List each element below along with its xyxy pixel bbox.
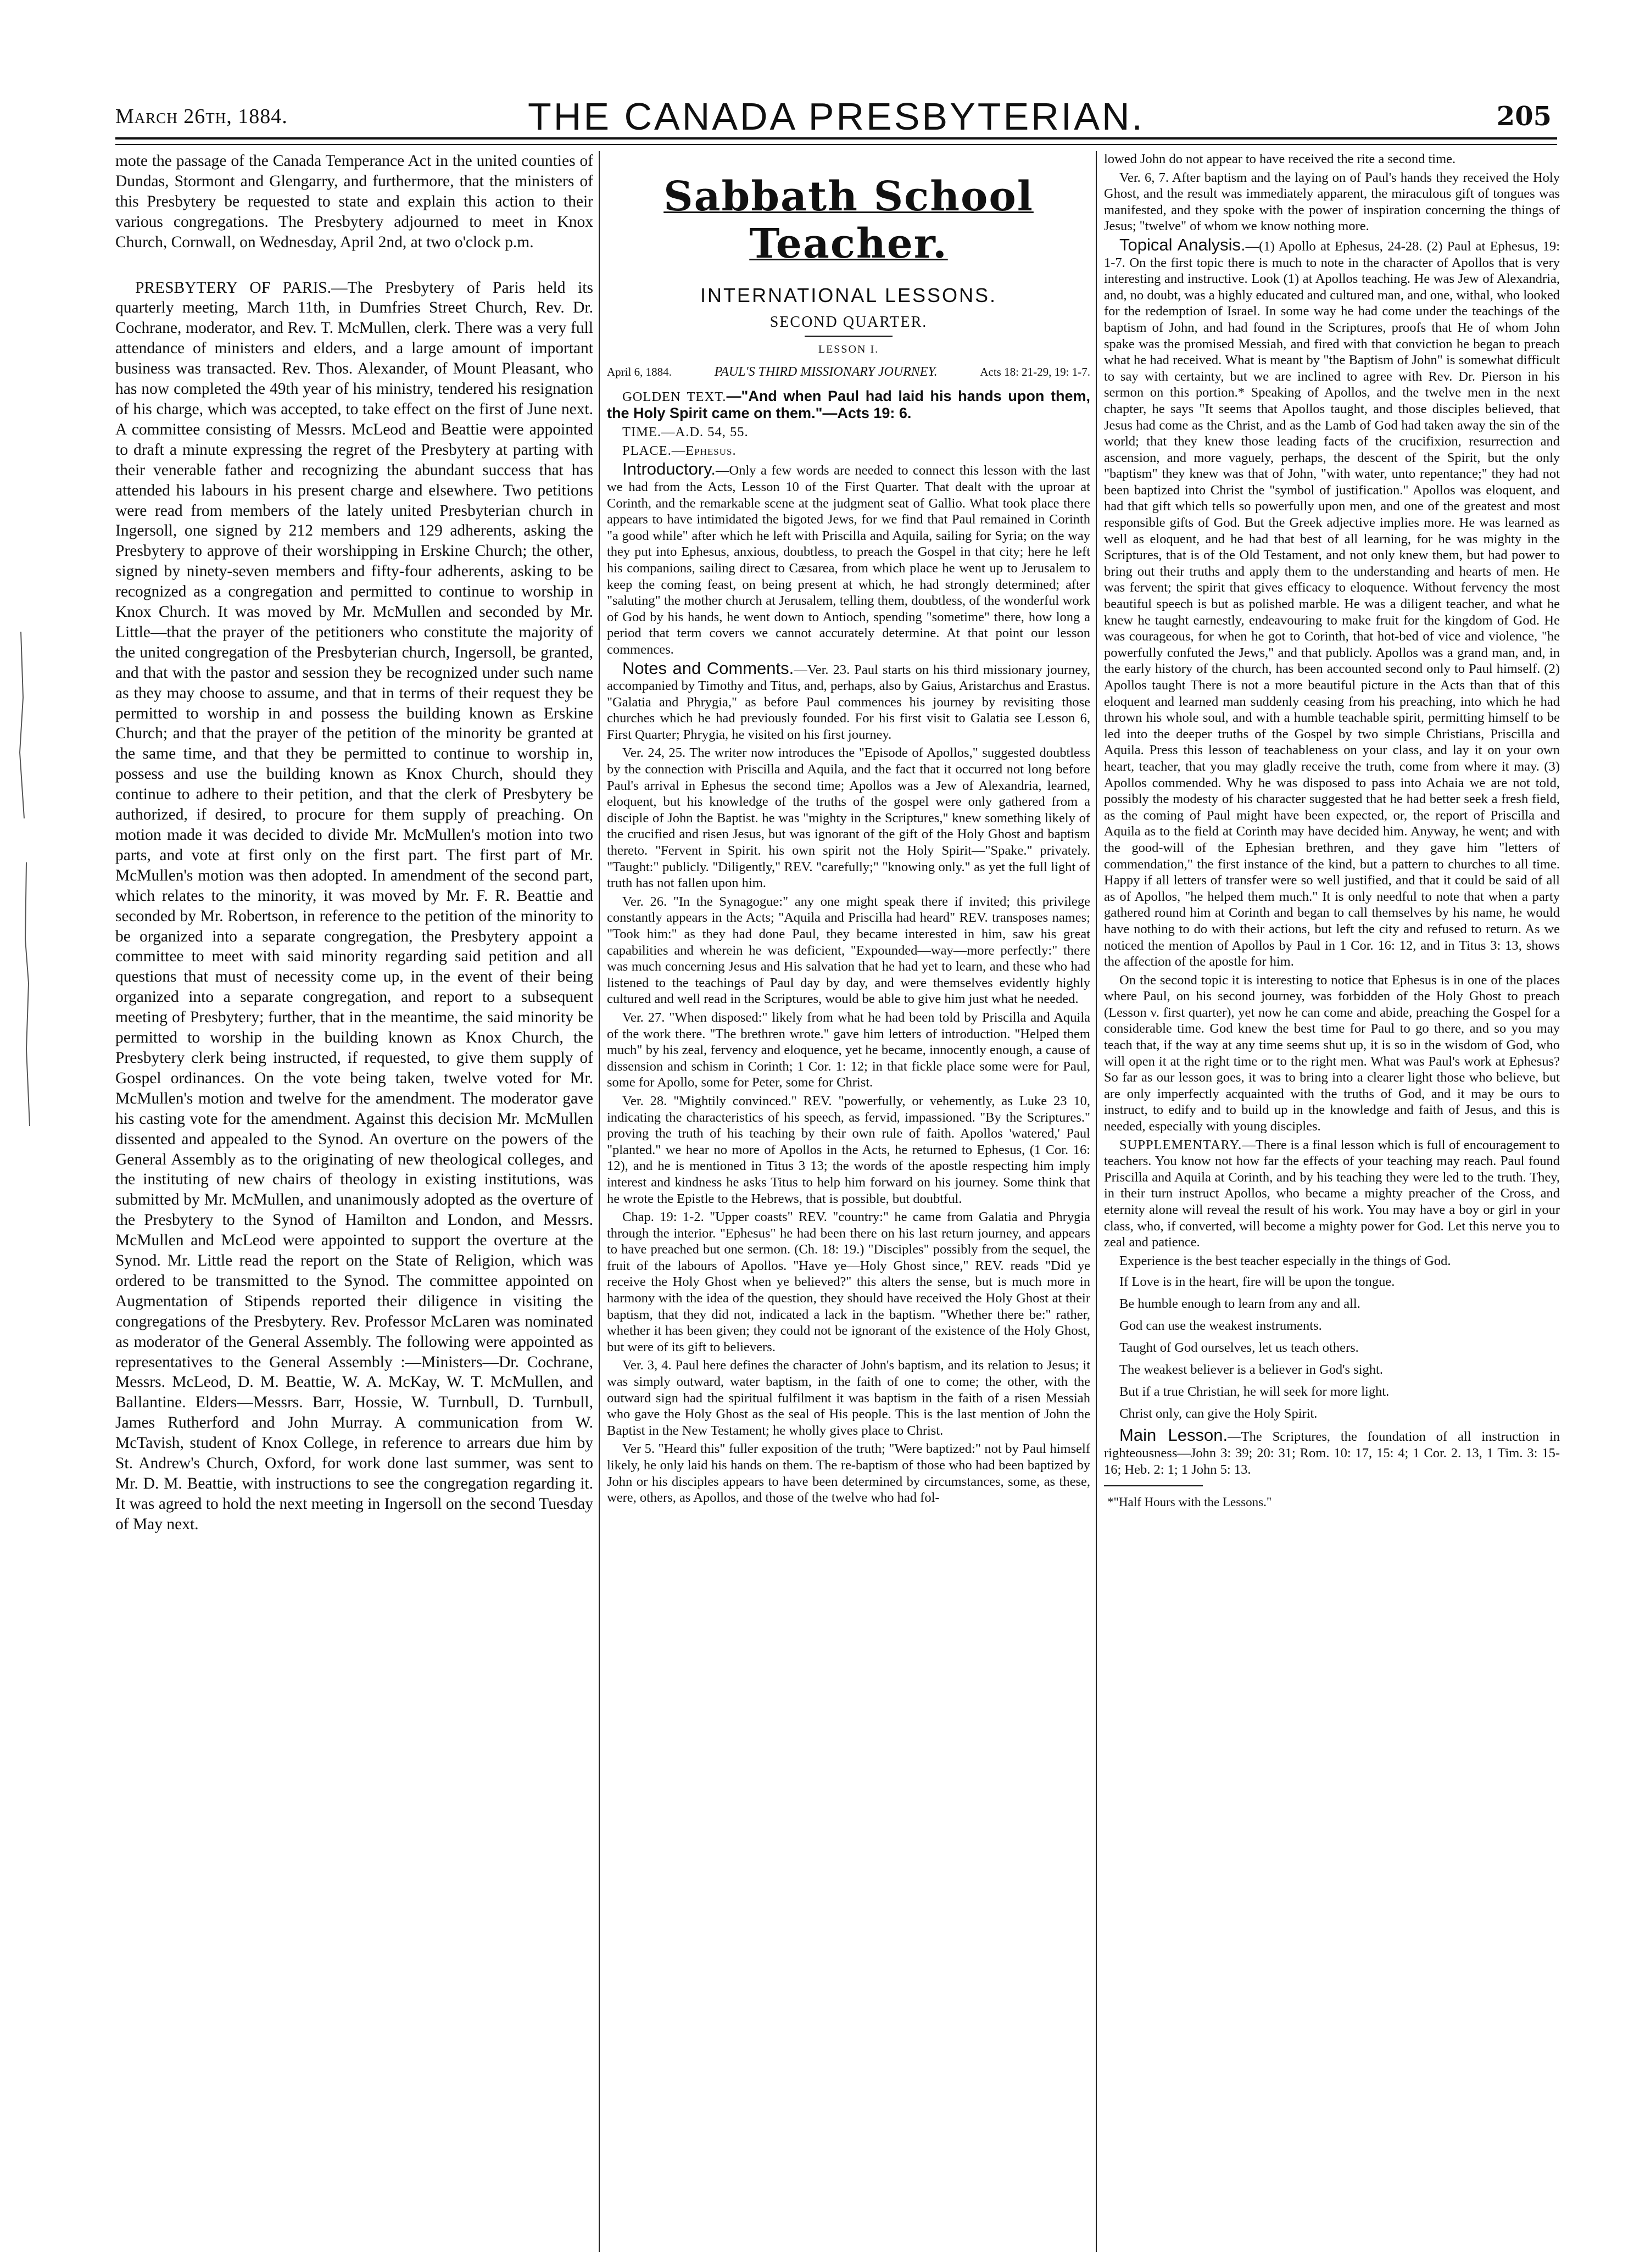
column-divider xyxy=(599,151,600,2252)
maxim-line: The weakest believer is a believer in God's sight. xyxy=(1119,1362,1383,1378)
lesson-date: April 6, 1884. xyxy=(607,365,672,378)
column-presbytery-reports xyxy=(115,151,593,1538)
note-paragraph: Ver. 26. "In the Synagogue:" any one might speak there if invited; this privilege constantly appears in the Acts; "Aquila and Priscilla had heard" REV. transposes names; "Took him:" as they had done Paul, they became interested in him, saw his great capabilities and wherein he was deficient, "Expounded—way—more perfectly:" there was much concerning Jesus and His salvation that he had yet to learn, and these who had listened to the teachings of Paul day by day, and were themselves evidently highly cultured and well read in the Scriptures, would be able to give him just what he needed. xyxy=(607,894,1090,1007)
notes-text: —Ver. 23. Paul starts on his third missionary journey, accompanied by Timothy and Titus, and, perhaps, also by Gaius, Aristarchus and Erastus. "Galatia and Phrygia," as before Paul commences his journey by revisiting those churches which he had previously founded. For his first visit to Galatia see Lesson 6, First Quarter; Phrygia, he visited on his first journey. xyxy=(607,662,1090,742)
maxim-line: Be humble enough to learn from any and all. xyxy=(1119,1296,1360,1312)
quarter-heading: SECOND QUARTER. xyxy=(769,314,928,331)
topical-analysis-label: Topical Analysis. xyxy=(1119,235,1246,254)
second-topic-paragraph: On the second topic it is interesting to notice that Ephesus is in one of the places where Paul, on his second journey, was forbidden of the Holy Ghost to preach (Lesson v. first quarter), yet now he can come and abide, preaching the Gospel for a considerable time. God knew the best time for Paul to go there, and so you may teach that, if the way at any time seems shut up, it is so in the wisdom of God, who will open it at the right time or to the right men. What was Paul's work at Ephesus? So far as our lesson goes, it was to bring into a clearer light those who believe, but are only imperfectly acquainted with the truths of God, and it may be ours to instruct, to edify and to build up in the knowledge and faith of Jesus, and this is needed, especially with young disciples. xyxy=(1104,972,1560,1134)
column-lesson-continued xyxy=(1104,151,1560,1509)
experience-line: Experience is the best teacher especially in the things of God. xyxy=(1119,1253,1451,1268)
paragraph-presbytery-of-paris: PRESBYTERY OF PARIS.—The Presbytery of Paris held its quarterly meeting, March 11th, in Dumfries Street Church, Rev. Dr. Cochrane, moderator, and Rev. T. McMullen, clerk. There was a very full attendance of ministers and elders, and a large amount of important business was transacted. Rev. Thos. Alexander, of Mount Pleasant, who has now completed the 49th year of his ministry, tendered his resignation of his charge, which was accepted, to take effect on the first of June next. A committee consisting of Messrs. McLeod and Beattie were appointed to draft a minute expressing the regret of the Presbytery at parting with their venerable father and recognizing the abundant success that has attended his labours in his present charge and elsewhere. Two petitions were read from members of the lately united Presbyterian church in Ingersoll, one signed by 212 members and 129 adherents, asking the Presbytery to approve of their worshipping in Erskine Church; the other, signed by ninety-seven members and fifty-four adherents, asking to be recognized as a congregation and permitted to continue to worship in Knox Church. It was moved by Mr. McMullen and seconded by Mr. Little—that the prayer of the petitioners who constitute the majority of the united congregation of the Presbyterian church, Ingersoll, be granted, and that with the pastor and session they be recognized under such name as they may choose to assume, and that in terms of their request they be permitted to worship in and possess the building known as Erskine Church; and that the prayer of the petition of the minority be granted at the same time, and that they be permitted to continue to worship in, possess and use the building known as Knox Church, should they continue to adhere to their petition, and that the clerk of Presbytery be authorized, if desired, to procure for them supply of preaching. On motion made it was decided to divide Mr. McMullen's motion into two parts, and vote at first only on the first part. The first part of Mr. McMullen's motion was then adopted. In amendment of the second part, which relates to the minority, it was moved by Mr. F. R. Beattie and seconded by Mr. Robertson, in reference to the petition of the minority to be organized into a separate congregation, the Presbytery appoint a committee to meet with said minority regarding said petition and all questions that must of necessity come up, in the event of their being organized into a separate congregation, and report to a subsequent meeting of Presbytery; further, that in the meantime, the said minority be permitted to worship in the building known as Knox Church, the Presbytery clerk being instructed, if requested, to give them supply of Gospel ordinances. On the vote being taken, twelve voted for Mr. McMullen's motion and twelve for the amendment. The moderator gave his casting vote for the amendment. Against this decision Mr. McMullen dissented and appealed to the Synod. An overture on the powers of the General Assembly as to the originating of new theological colleges, and the instituting of new chairs of theology in existing institutions, was submitted by Mr. McMullen, and unanimously adopted as the overture of the Presbytery to the Synod of Hamilton and London, and Messrs. McMullen and McLeod were appointed to support the overture at the Synod. Mr. Little read the report on the State of Religion, which was ordered to be transmitted to the Synod. The committee appointed on Augmentation of Stipends reported their diligence in visiting the congregations of the Presbytery. Rev. Professor McLaren was nominated as moderator of the General Assembly. The following were appointed as representatives to the General Assembly :—Ministers—Dr. Cochrane, Messrs. McLeod, D. M. Beattie, W. A. McKay, W. T. McMullen, and Ballantine. Elders—Messrs. Barr, Hossie, W. Turnbull, D. Turnbull, James Rutherford and John Murray. A communication from W. McTavish, student of Knox College, in reference to arrears due him by St. Andrew's Church, Oxford, for work done last summer, was sent to Mr. D. M. Beattie, with instructions to see the congregation regarding it. It was agreed to hold the next meeting in Ingersoll on the second Tuesday of May next. xyxy=(115,278,593,1533)
newspaper-title: THE CANADA PRESBYTERIAN. xyxy=(528,95,1145,138)
note-paragraph: Ver. 24, 25. The writer now introduces the "Episode of Apollos," suggested doubtless by the connection with Priscilla and Aquila, and the fact that it occurred not long before Paul's arrival in Ephesus the second time; Apollos was a Jew of Alexandria, learned, eloquent, but his knowledge of the truths of the gospel were only gathered from a disciple of John the Baptist. he was "mighty in the Scriptures," knew something likely of the crucified and risen Jesus, but was ignorant of the gift of the Holy Ghost and baptism thereto. "Fervent in Spirit. his own spirit not the Holy Spirit—"Spake." privately. "Taught:" publicly. "Diligently," REV. "carefully;" "knowing only." as yet the full light of truth has not fallen upon him. xyxy=(607,745,1090,891)
footnote: *"Half Hours with the Lessons." xyxy=(1107,1495,1272,1509)
notes-label: Notes and Comments. xyxy=(622,658,794,678)
page-header xyxy=(115,82,1557,143)
introductory-text: —Only a few words are needed to connect this lesson with the last we had from the Acts, Lesson 10 of the First Quarter. That dealt with the uproar at Corinth, and the remarkable scene at the judgment seat of Gallio. What took place there appears to have intimidated the bigoted Jews, for we find that Paul remained in Corinth "a good while" after which he left with Priscilla and Aquila, sailing for Syria; on the way they put into Ephesus, anxious, doubtless, to preach the Gospel in that city; here he left his companions, sailing direct to Cæsarea, from which place he went up to Jerusalem to keep the coming feast, on being present at which, he had strongly determined; after "saluting" the mother church at Jerusalem, telling them, doubtless, of the wonderful work of God by his hands, he went down to Antioch, spending "sometime" there, how long a period that term covers we cannot accurately determine. At that point our lesson commences. xyxy=(607,463,1090,657)
topical-analysis-text: —(1) Apollo at Ephesus, 24-28. (2) Paul at Ephesus, 19: 1-7. On the first topic there is much to note in the character of Apollos that is very interesting and instructive. Look (1) at Apollos teaching. He was Jew of Alexandria, and, no doubt, was a highly educated and cultured man, and one, withal, who looked for the redemption of Israel. In some way he had come under the teachings of the baptism of John, and had found in the Scriptures, proofs that He of whom John spake was the promised Messiah, and fired with that conviction he began to preach what he had received. What is meant by "the Baptism of John" is somewhat difficult to say with certainty, but we are inclined to agree with Rev. Dr. Pierson in his sermon on this portion.* Speaking of Apollos, and the twelve men in the next chapter, he says "It seems that Apollos taught, and those disciples believed, that Jesus had come as the Christ, and as the Lamb of God had taken away the sin of the world; that they knew those leading facts of the crucifixion, resurrection and ascension, and more vaguely, perhaps, the descent of the Spirit, but the only "baptism" they knew was that of John, "with water, unto repentance;" they had not been baptized into Christ the "symbol of justification." Apollos was eloquent, and had that gift which tells so powerfully upon men, and one of the greatest and most responsible gifts of God. But the Greek adjective implies more. He was learned as well as eloquent, and he had that best of all learning, for he was mighty in the Scriptures, that is of the Old Testament, and not only knew them, but had power to bring out their truths and apply them to the understanding and hearts of men. He was fervent; the spirit that gives efficacy to eloquence. Without fervency the most beautiful speech is but as polished marble. He was a diligent teacher, and what he knew he taught earnestly, endeavouring to make fruit for the kingdom of God. He was courageous, for when he got to Corinth, that hot-bed of vice and violence, "he powerfully confuted the Jews," and that publicly. Apollos was a grand man, and, in the early history of the church, has been accounted second only to Paul himself. (2) Apollos taught There is not a more beautiful picture in the Acts than that of this eloquent and learned man suddenly ceasing from his preaching, into which he had thrown his whole soul, and with a humble teachable spirit, permitting himself to be led into the deeper truths of the Gospel by two simple Christians, Priscilla and Aquila. Press this lesson of teachableness on your class, and lay it on your own heart, teacher, that you may gladly receive the truth, come from where it may. (3) Apollos commended. Why he was disposed to pass into Achaia we are not told, possibly the modesty of his character suggested that he had better seek a fresh field, as the coming of Paul might have been expected, or, the report of Priscilla and Aquila as to the field at Corinth may have decided him. Anyway, he went; and with the good-will of the Ephesian brethren, and they gave him "letters of commendation," the first instance of the kind, but a pattern to churches to all time. Happy if all letters of transfer were so well justified, and that it could be said of all as of Apollos, "he helped them much." It is only needful to note that when a party gathered round him at Corinth and began to call themselves by his name, he would have nothing to do with their actions, but left the city and refused to return. As we noticed the mention of Apollos by Paul in 1 Cor. 16: 12, and in Titus 3: 13, shows the affection of the apostle for him. xyxy=(1104,238,1560,969)
supplementary-text: —There is a final lesson which is full of encouragement to teachers. You know not how far the effects of your teaching may reach. Paul found Priscilla and Aquila at Corinth, and by his teaching they were led to the truth. They, in their turn instruct Apollos, who became a mighty preacher of the Cross, and eternity alone will reveal the result of his work. You may have a boy or girl in your class, who, if converted, will become a mighty power for God. Let this nerve you to zeal and patience. xyxy=(1104,1137,1560,1250)
paragraph: mote the passage of the Canada Temperance Act in the united counties of Dundas, Stormont and Glengarry, and furthermore, that the ministers of this Presbytery be requested to state and explain this action to their various congregations. The Presbytery adjourned to meet in Knox Church, Cornwall, on Wednesday, April 2nd, at two o'clock p.m. xyxy=(115,152,593,251)
lesson-title-line xyxy=(607,365,1090,380)
maxim-line: But if a true Christian, he will seek for more light. xyxy=(1119,1384,1390,1400)
lesson-title: PAUL'S THIRD MISSIONARY JOURNEY. xyxy=(714,365,938,379)
main-lesson-label: Main Lesson. xyxy=(1119,1425,1228,1445)
column-sabbath-school xyxy=(607,151,1090,1508)
page-number: 205 xyxy=(1496,101,1552,132)
margin-binding-marks xyxy=(15,632,35,1126)
main-lesson-text: —The Scriptures, the foundation of all instruction in righteousness—John 3: 39; 20: 31; Rom. 10: 17, 15: 4; 1 Cor. 2. 13, 1 Tim. 3: 15-16; Heb. 2: 1; 1 John 5: 13. xyxy=(1104,1429,1560,1477)
supplementary-label: SUPPLEMENTARY. xyxy=(1119,1137,1242,1152)
maxim-line: If Love is in the heart, fire will be upon the tongue. xyxy=(1119,1274,1395,1290)
note-paragraph: Ver. 3, 4. Paul here defines the character of John's baptism, and its relation to Jesus; it was simply outward, water baptism, in the faith of one to come; the other, with the outward sign had the spiritual fulfilment it was baptism in the faith of a risen Messiah who gave the Holy Ghost as the seal of His people. This is the last mention of John the Baptist in the New Testament; he wholly gives place to Christ. xyxy=(607,1358,1090,1438)
lesson-place: PLACE.—Ephesus. xyxy=(622,443,737,458)
maxim-line: Taught of God ourselves, let us teach others. xyxy=(1119,1340,1359,1356)
note-paragraph: Chap. 19: 1-2. "Upper coasts" REV. "country:" he came from Galatia and Phrygia through the interior. "Ephesus" he had been there on his last return journey, and appears to have preached but one sermon. (Ch. 18: 19.) "Disciples" possibly from the sequel, the fruit of the labours of Apollos. "Have ye—Holy Ghost since," REV. reads "Did ye receive the Holy Ghost when ye believed?" this alters the sense, but is much more in harmony with the idea of the question, they should have received the Holy Ghost at their baptism, that they did not, indicated a lack in the baptism. "Whether there be:" rather, whether it has been given; they could not be ignorant of the existence of the Holy Ghost, but were of its gift to believers. xyxy=(607,1210,1090,1355)
section-masthead: Sabbath School Teacher. xyxy=(663,173,1034,268)
lesson-number: LESSON I. xyxy=(818,343,879,355)
header-rule-thin xyxy=(115,144,1557,145)
heading-rule xyxy=(805,336,893,337)
introductory-label: Introductory. xyxy=(622,459,716,479)
lesson-time: TIME.—A.D. 54, 55. xyxy=(622,425,749,440)
note-paragraph: Ver. 28. "Mightily convinced." REV. "powerfully, or vehemently, as Luke 23 10, indicating the characteristics of his speech, as fervid, impassioned. "By the Scriptures." proving the truth of his teaching by their own rule of faith. Apollos 'watered,' Paul "planted." we hear no more of Apollos in the Acts, he returned to Ephesus, (1 Cor. 16: 12), and he is mentioned in Titus 3 13; the words of the apostle respecting him imply interest and kindness he asks Titus to help him forward on his journey. Some think that he wrote the Epistle to the Hebrews, that is possible, but doubtful. xyxy=(607,1093,1090,1206)
golden-text: —"And when Paul had laid his hands upon them, the Holy Spirit came on them."—Acts 19: 6. xyxy=(607,388,1090,421)
footnote-rule xyxy=(1104,1485,1203,1486)
note-paragraph: Ver 5. "Heard this" fuller exposition of the truth; "Were baptized:" not by Paul himself likely, he only laid his hands on them. The re-baptism of those who had been baptized by John or his disciples appears to have been determined by circumstances, some, as these, were, others, as Apollos, and those of the twelve who had fol- xyxy=(607,1441,1090,1506)
maxims-list xyxy=(1119,1271,1560,1425)
note-paragraph: Ver. 27. "When disposed:" likely from what he had been told by Priscilla and Aquila of the work there. "The brethren wrote." gave him letters of introduction. "Helped them much" by his zeal, fervency and eloquence, yet he became, innocently enough, a cause of dissension and schism in Corinth; 1 Cor. 1: 12; in that fickle place some were for Paul, some for Apollo, some for Peter, some for Christ. xyxy=(607,1010,1090,1090)
golden-text-label: GOLDEN TEXT. xyxy=(622,389,727,404)
section-title: INTERNATIONAL LESSONS. xyxy=(700,284,997,307)
paragraph: lowed John do not appear to have received the rite a second time. xyxy=(1104,152,1456,166)
lesson-reference: Acts 18: 21-29, 19: 1-7. xyxy=(980,365,1090,378)
maxim-line: God can use the weakest instruments. xyxy=(1119,1318,1322,1334)
issue-date: March 26th, 1884. xyxy=(115,105,288,128)
paragraph: Ver. 6, 7. After baptism and the laying on of Paul's hands they received the Holy Ghost, and the result was immediately apparent, the miraculous gift of tongues was manifested, and they spoke with the power of inspiration concerning the things of Jesus; "twelve" of whom we know nothing more. xyxy=(1104,170,1560,234)
maxim-line: Christ only, can give the Holy Spirit. xyxy=(1119,1406,1318,1422)
column-divider xyxy=(1096,151,1097,2252)
header-rule xyxy=(115,137,1557,140)
